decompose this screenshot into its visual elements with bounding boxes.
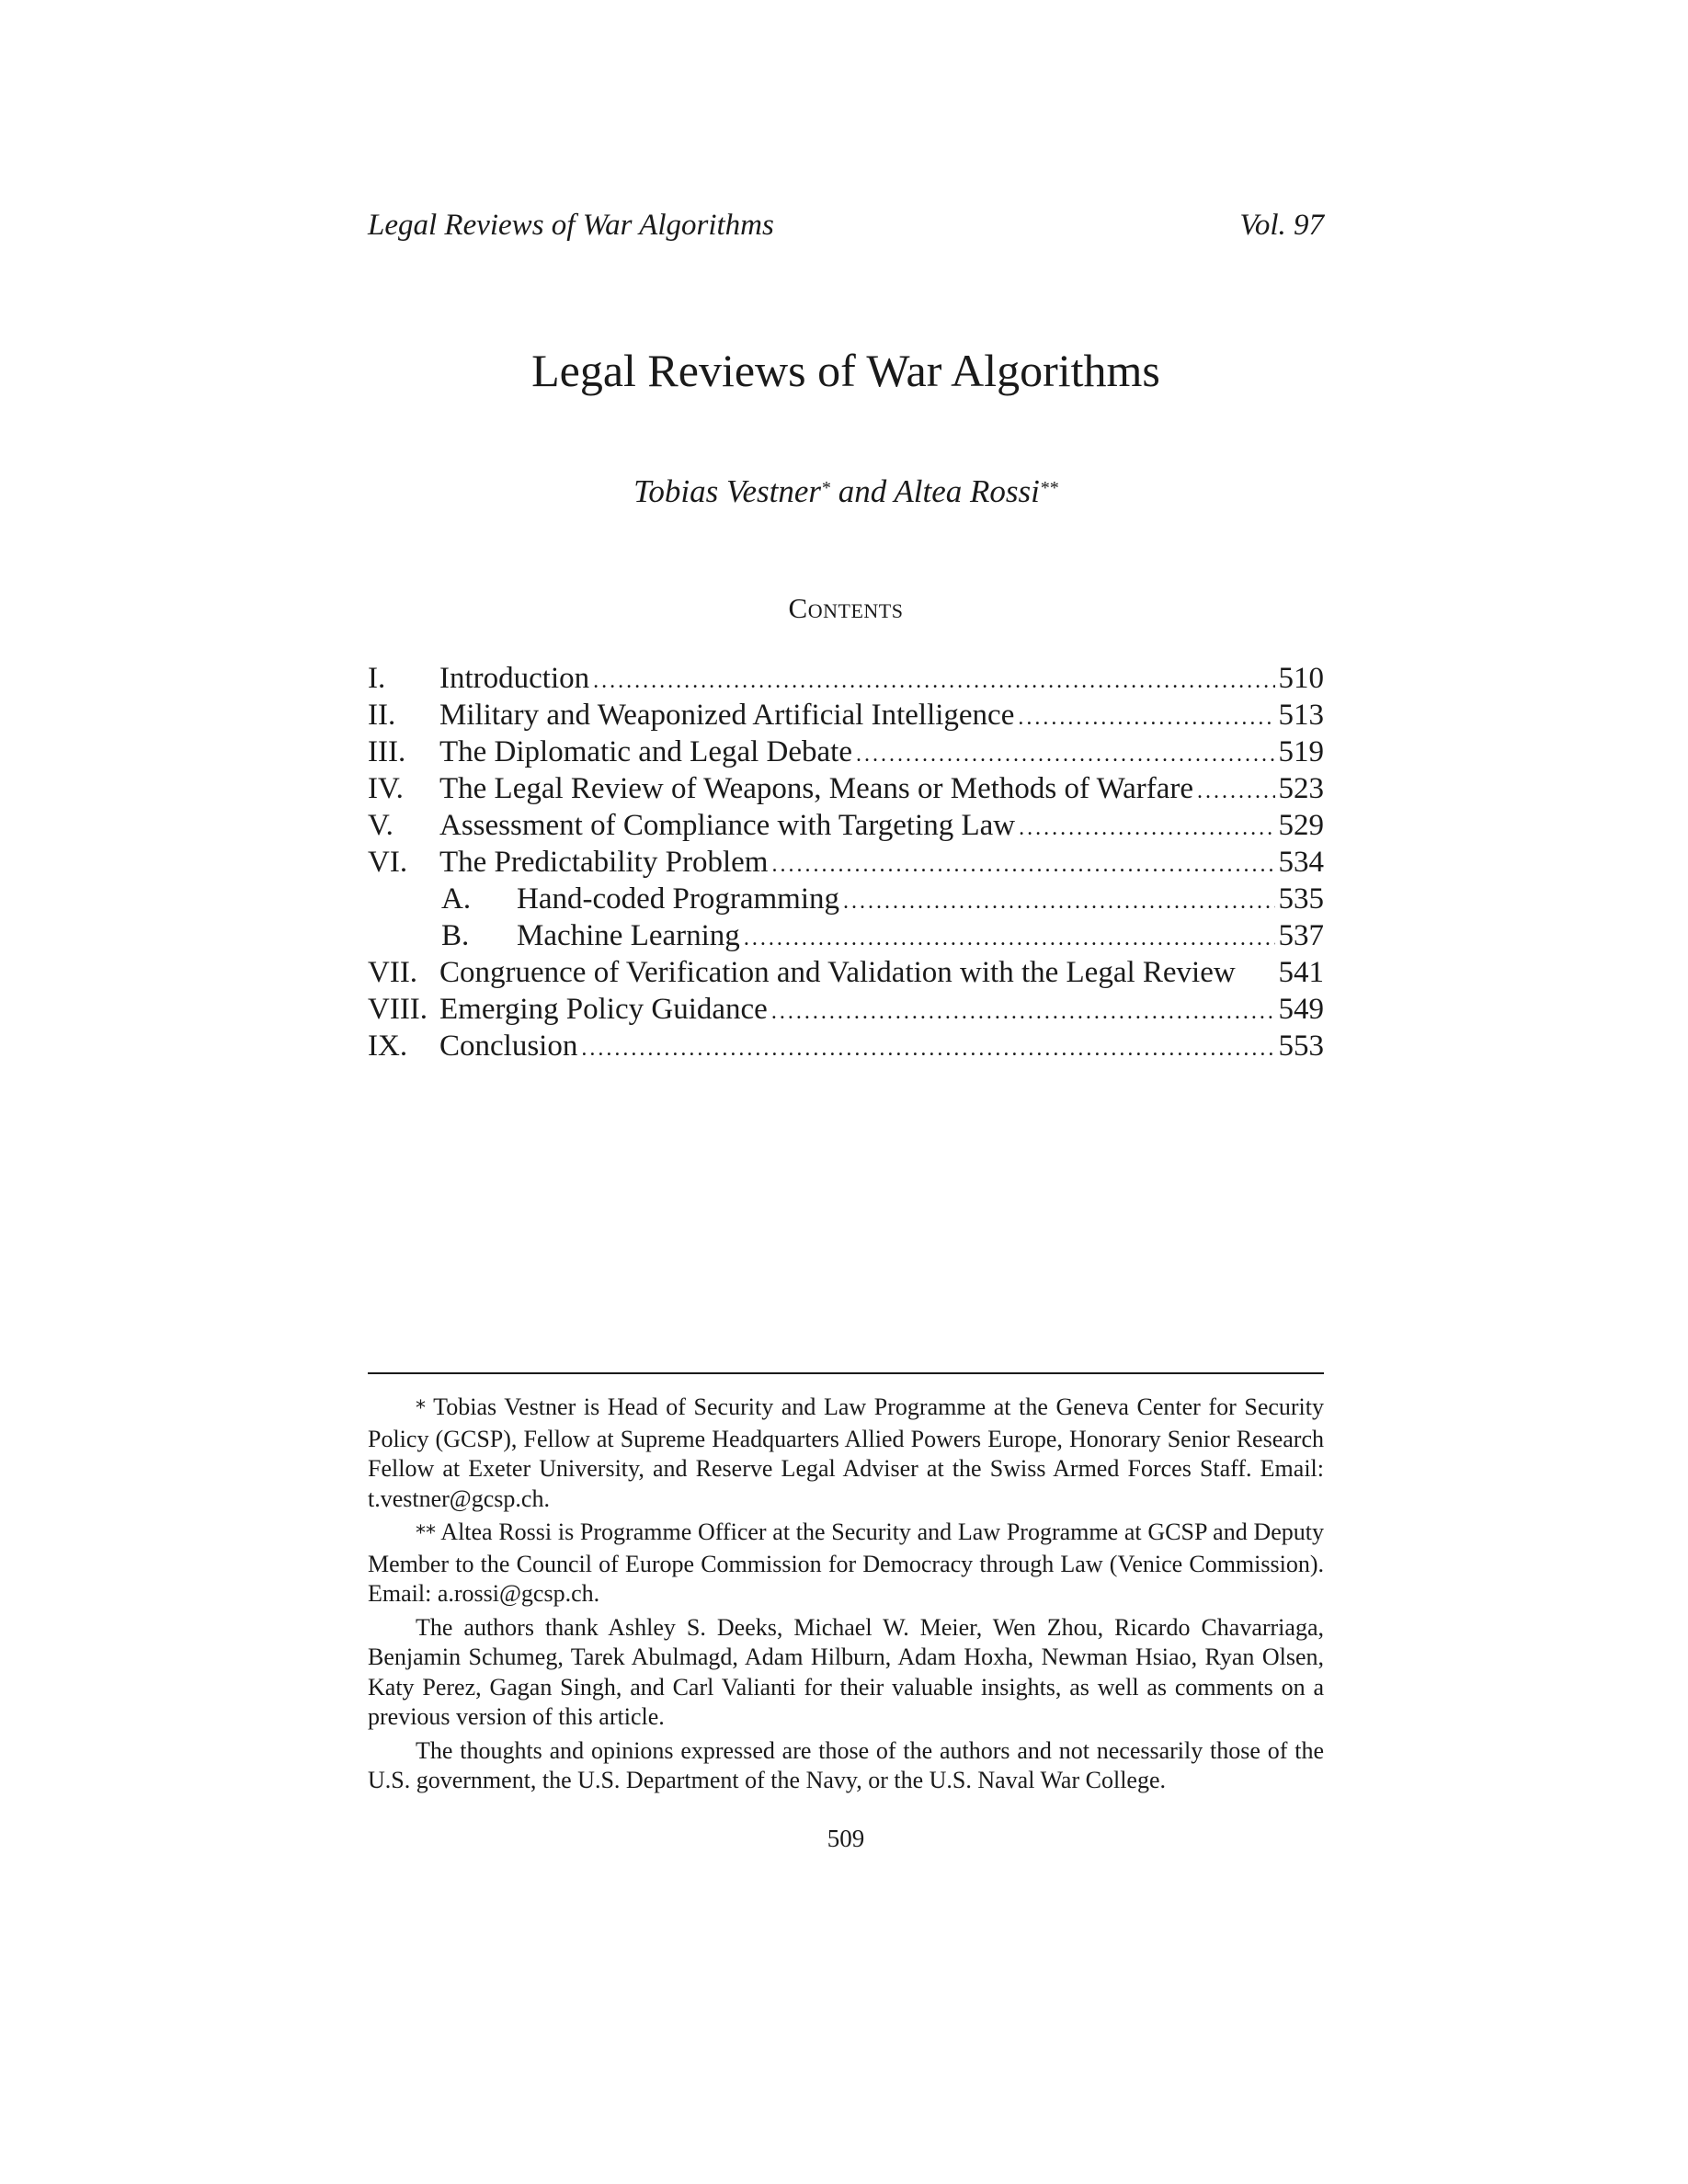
toc-page-number: 523 — [1278, 772, 1324, 805]
footnote-separator — [368, 1372, 1324, 1374]
toc-leader — [1197, 773, 1274, 810]
toc-page-number: 537 — [1278, 919, 1324, 952]
toc-section-number: II. — [368, 699, 396, 732]
toc-section-number: IX. — [368, 1029, 408, 1063]
footnote-paragraph: The authors thank Ashley S. Deeks, Michael W. Meier, Wen Zhou, Ricardo Chavarriaga, Benjamin Schumeg, Tarek Abulmagd, Adam Hilburn, Adam Hoxha, Newman Hsiao, Ryan Olsen, Katy Perez, Gagan Singh, and Carl Valianti for their valuable insights, as well as comments on a previous version of this article. — [368, 1613, 1324, 1730]
toc-page-number: 510 — [1278, 662, 1324, 695]
footnote-text: Altea Rossi is Programme Officer at the Security and Law Programme at GCSP and Deputy Member to the Council of Europe Commission for Democracy through Law (Venice Commission). Email: a.rossi@gcsp.ch. — [368, 1519, 1324, 1607]
author-joiner: and — [830, 473, 895, 509]
author-line — [368, 469, 1324, 515]
toc-section-number: IV. — [368, 772, 404, 805]
toc-subsection-title: Hand-coded Programming — [517, 882, 839, 916]
toc-section-number: VII. — [368, 956, 418, 989]
toc-subsection-title: Machine Learning — [517, 919, 740, 952]
toc-page-number: 513 — [1278, 699, 1324, 732]
footnotes — [368, 1393, 1324, 1800]
footnote — [368, 1393, 1324, 1514]
contents-heading: Contents — [788, 592, 904, 624]
toc-section-number: VIII. — [368, 993, 428, 1026]
toc-subentry — [368, 917, 1324, 954]
toc-entry — [368, 807, 1324, 844]
toc-leader — [581, 1030, 1274, 1067]
footnote — [368, 1518, 1324, 1610]
toc-entry — [368, 844, 1324, 881]
article-title: Legal Reviews of War Algorithms — [531, 345, 1160, 396]
toc-section-title: The Diplomatic and Legal Debate — [439, 735, 852, 768]
running-head-volume: Vol. 97 — [1239, 209, 1324, 242]
toc-page-number: 519 — [1278, 735, 1324, 768]
toc-subsection-letter: B. — [441, 919, 470, 952]
footnote-reference: * — [821, 478, 831, 498]
page-number: 509 — [827, 1825, 865, 1852]
toc-page-number: 534 — [1278, 846, 1324, 879]
toc-page-number: 541 — [1278, 956, 1324, 989]
running-head-title: Legal Reviews of War Algorithms — [368, 209, 774, 242]
toc-subentry — [368, 881, 1324, 917]
toc-entry — [368, 991, 1324, 1028]
toc-entry — [368, 1028, 1324, 1064]
toc-section-title: Conclusion — [439, 1029, 578, 1063]
toc-leader — [856, 736, 1275, 773]
footnote-marker: * — [416, 1397, 426, 1420]
toc-entry — [368, 770, 1324, 807]
toc-section-title: Military and Weaponized Artificial Intelligence — [439, 699, 1015, 732]
toc-page-number: 529 — [1278, 809, 1324, 842]
toc-section-title: Congruence of Verification and Validation with the Legal Review — [439, 956, 1236, 989]
toc-leader — [744, 920, 1275, 957]
author-name: Tobias Vestner — [633, 473, 822, 509]
toc-page-number: 549 — [1278, 993, 1324, 1026]
toc-entry — [368, 660, 1324, 697]
running-head — [368, 204, 1324, 246]
toc-leader — [1019, 810, 1274, 847]
footnote-marker: ** — [416, 1522, 436, 1545]
toc-section-title: The Legal Review of Weapons, Means or Methods of Warfare — [439, 772, 1194, 805]
footnote-paragraph: The thoughts and opinions expressed are those of the authors and not necessarily those of the U.S. government, the U.S. Department of the Navy, or the U.S. Naval War College. — [368, 1736, 1324, 1793]
toc-section-number: VI. — [368, 846, 408, 879]
toc-leader — [1018, 700, 1274, 736]
author-name: Altea Rossi — [894, 473, 1040, 509]
toc-leader — [771, 847, 1274, 883]
toc-leader — [771, 994, 1275, 1030]
toc-entry — [368, 954, 1324, 991]
toc-section-title: The Predictability Problem — [439, 846, 769, 879]
toc-entry — [368, 697, 1324, 734]
toc-section-title: Introduction — [439, 662, 590, 695]
toc-page-number: 553 — [1278, 1029, 1324, 1063]
toc-page-number: 535 — [1278, 882, 1324, 916]
toc-section-title: Assessment of Compliance with Targeting Law — [439, 809, 1016, 842]
toc-section-number: V. — [368, 809, 393, 842]
toc-section-number: I. — [368, 662, 386, 695]
toc-section-number: III. — [368, 735, 406, 768]
footnote-text: Tobias Vestner is Head of Security and Law Programme at the Geneva Center for Security Policy (GCSP), Fellow at Supreme Headquarters Allied Powers Europe, Honorary Senior Research Fellow at Exeter University, and Reserve Legal Adviser at the Swiss Armed Forces Staff. Email: t.vestner@gcsp.ch. — [368, 1393, 1325, 1512]
table-of-contents — [368, 660, 1324, 1064]
toc-leader — [593, 663, 1274, 700]
toc-subsection-letter: A. — [441, 882, 472, 916]
toc-section-title: Emerging Policy Guidance — [439, 993, 768, 1026]
toc-entry — [368, 734, 1324, 770]
toc-leader — [843, 883, 1275, 920]
footnote-reference: ** — [1039, 478, 1058, 498]
